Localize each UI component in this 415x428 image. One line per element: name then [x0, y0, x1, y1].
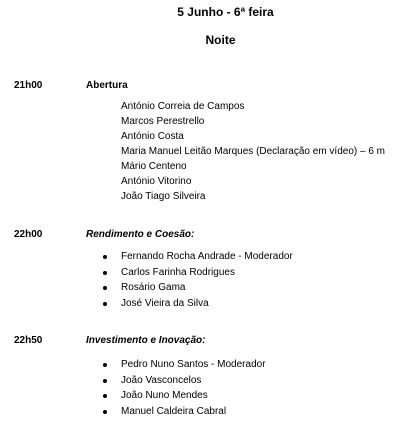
bullet-icon [103, 286, 107, 290]
speaker-item [103, 404, 266, 420]
bullet-icon [103, 255, 107, 259]
speaker-name: Carlos Farinha Rodrigues [121, 266, 235, 278]
speaker-item [103, 357, 266, 373]
speaker-name: Fernando Rocha Andrade - Moderador [121, 251, 293, 262]
speaker-item: António Costa [121, 131, 184, 142]
speaker-item: Mário Centeno [121, 161, 187, 172]
period-title: Noite [205, 33, 236, 47]
speaker-name: Pedro Nuno Santos - Moderador [121, 359, 266, 370]
speaker-name: João Nuno Mendes [121, 390, 208, 401]
bullet-icon [103, 410, 107, 414]
date-title: 5 Junho - 6ª feira [177, 5, 274, 19]
speaker-list [103, 249, 293, 311]
speaker-item: António Correia de Campos [121, 101, 245, 112]
speaker-item [103, 249, 293, 265]
speaker-name: Manuel Caldeira Cabral [121, 405, 227, 417]
bullet-icon [103, 379, 107, 383]
bullet-icon [103, 302, 107, 306]
bullet-icon [103, 363, 107, 367]
section-time: 22h50 [14, 335, 43, 346]
speaker-list [121, 99, 385, 204]
section-heading: Investimento e Inovação: [86, 335, 206, 346]
speaker-name: Rosário Gama [121, 282, 186, 293]
speaker-item [103, 265, 293, 281]
speaker-item: João Tiago Silveira [121, 191, 206, 202]
section-heading: Abertura [86, 80, 128, 91]
bullet-icon [103, 394, 107, 398]
section-time: 21h00 [14, 80, 43, 91]
speaker-list [103, 357, 266, 419]
section-heading: Rendimento e Coesão: [86, 229, 195, 240]
bullet-icon [103, 271, 107, 275]
speaker-item [103, 296, 293, 312]
speaker-item: Marcos Perestrello [121, 116, 205, 127]
speaker-name: João Vasconcelos [121, 374, 202, 386]
speaker-item: Maria Manuel Leitão Marques (Declaração em vídeo) – 6 m [121, 146, 386, 157]
speaker-item [103, 280, 293, 296]
speaker-item [103, 373, 266, 389]
section-time: 22h00 [14, 229, 43, 240]
speaker-item: António Vitorino [121, 176, 192, 187]
speaker-name: José Vieira da Silva [121, 297, 209, 309]
speaker-item [103, 388, 266, 404]
